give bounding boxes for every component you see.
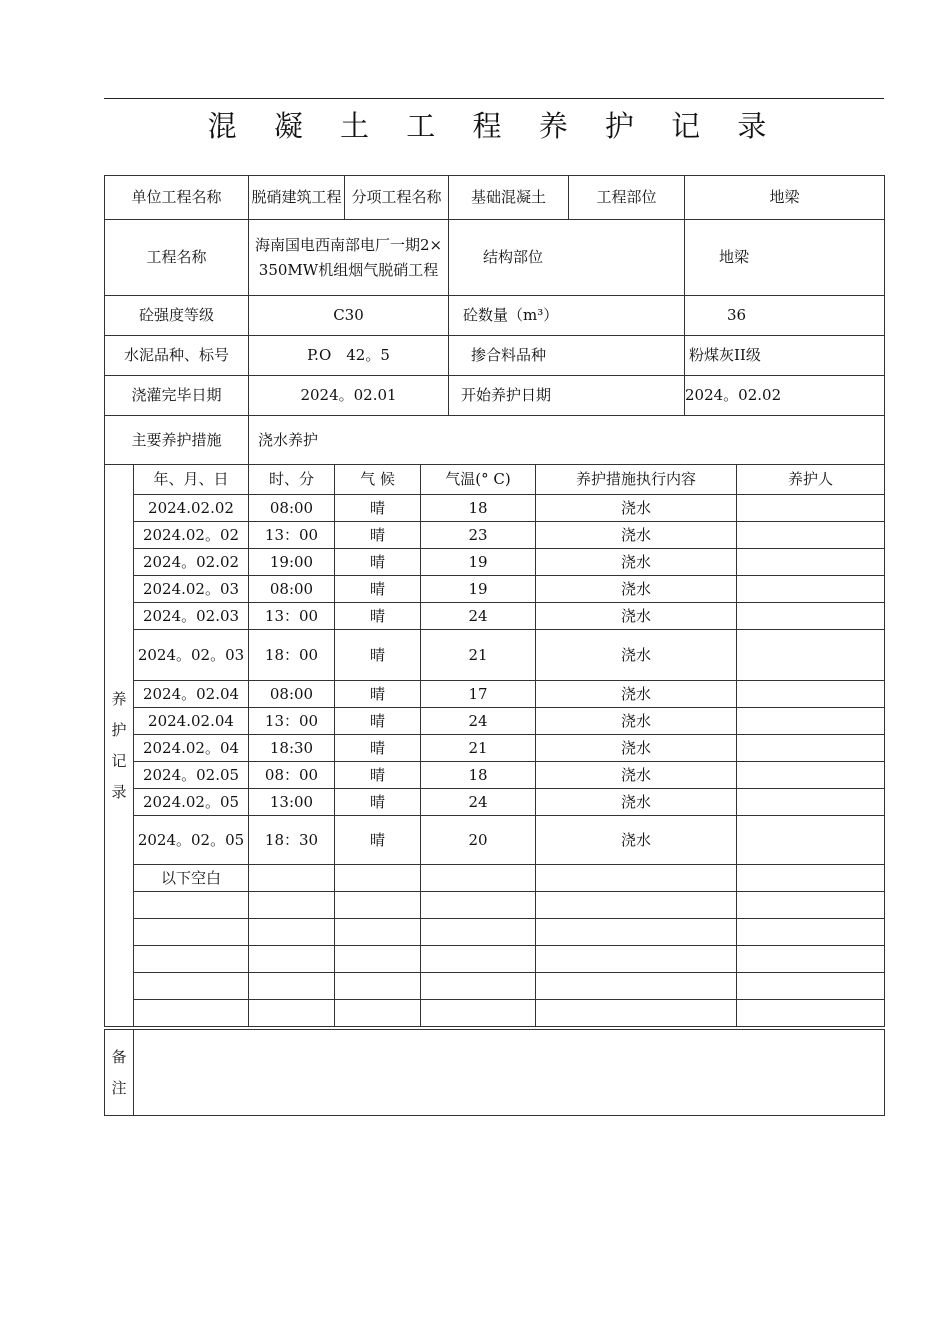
cell-weather — [335, 1000, 421, 1027]
cell-date: 2024.02.02 — [134, 495, 249, 522]
cell-time: 19:00 — [249, 549, 335, 576]
cell-time — [249, 865, 335, 892]
admix-value: 粉煤灰II级 — [685, 336, 885, 376]
cell-measure: 浇水 — [536, 549, 737, 576]
table-row — [105, 762, 885, 789]
cell-caretaker — [737, 762, 885, 789]
cell-measure — [536, 892, 737, 919]
cell-measure: 浇水 — [536, 735, 737, 762]
cell-date — [134, 946, 249, 973]
cell-weather — [335, 919, 421, 946]
cell-measure: 浇水 — [536, 603, 737, 630]
table-row — [105, 919, 885, 946]
cell-caretaker — [737, 973, 885, 1000]
table-row — [105, 630, 885, 681]
cell-date — [134, 1000, 249, 1027]
grade-label: 砼强度等级 — [105, 296, 249, 336]
header-caretaker: 养护人 — [737, 465, 885, 495]
cell-time — [249, 919, 335, 946]
table-row — [105, 549, 885, 576]
table-row — [105, 816, 885, 865]
cell-caretaker — [737, 576, 885, 603]
cell-time: 13：00 — [249, 708, 335, 735]
cell-weather: 晴 — [335, 762, 421, 789]
record-header-row — [105, 465, 885, 495]
cell-caretaker — [737, 789, 885, 816]
cell-temp: 19 — [421, 549, 536, 576]
cell-caretaker — [737, 630, 885, 681]
cell-time: 18：00 — [249, 630, 335, 681]
cell-measure: 浇水 — [536, 816, 737, 865]
cell-date: 2024。02.02 — [134, 549, 249, 576]
table-row — [105, 865, 885, 892]
cell-weather — [335, 973, 421, 1000]
cell-measure — [536, 1000, 737, 1027]
table-row — [105, 1000, 885, 1027]
cell-temp — [421, 892, 536, 919]
remarks-table — [104, 1029, 885, 1116]
cell-weather: 晴 — [335, 816, 421, 865]
header-time: 时、分 — [249, 465, 335, 495]
cell-temp: 18 — [421, 762, 536, 789]
record-side-label — [105, 465, 134, 1027]
cell-caretaker — [737, 865, 885, 892]
cell-temp — [421, 946, 536, 973]
cell-date: 以下空白 — [134, 865, 249, 892]
care-record-table — [104, 464, 885, 1027]
cell-time: 08:00 — [249, 681, 335, 708]
cell-date: 2024。02.05 — [134, 762, 249, 789]
cell-measure: 浇水 — [536, 708, 737, 735]
measure-label: 主要养护措施 — [105, 416, 249, 465]
cell-time: 08:00 — [249, 576, 335, 603]
cell-caretaker — [737, 495, 885, 522]
cell-date: 2024。02。05 — [134, 816, 249, 865]
cell-weather: 晴 — [335, 576, 421, 603]
struct-value: 地梁 — [685, 220, 885, 296]
cell-temp: 21 — [421, 735, 536, 762]
cell-caretaker — [737, 892, 885, 919]
cell-time: 13：00 — [249, 603, 335, 630]
cell-time: 08:00 — [249, 495, 335, 522]
top-rule — [104, 98, 884, 99]
cell-measure — [536, 973, 737, 1000]
pour-value: 2024。02.01 — [249, 376, 449, 416]
cell-date: 2024.02。02 — [134, 522, 249, 549]
cell-weather: 晴 — [335, 495, 421, 522]
project-value: 海南国电西南部电厂一期2×350MW机组烟气脱硝工程 — [249, 220, 449, 296]
cell-date: 2024.02.04 — [134, 708, 249, 735]
cell-date: 2024.02。05 — [134, 789, 249, 816]
table-row — [105, 576, 885, 603]
cell-temp — [421, 973, 536, 1000]
header-temp: 气温(° C) — [421, 465, 536, 495]
header-weather: 气 候 — [335, 465, 421, 495]
table-row — [105, 603, 885, 630]
qty-label: 砼数量（m³） — [449, 296, 685, 336]
cell-weather: 晴 — [335, 630, 421, 681]
cell-caretaker — [737, 549, 885, 576]
cell-time: 13:00 — [249, 789, 335, 816]
cell-measure: 浇水 — [536, 576, 737, 603]
cell-caretaker — [737, 681, 885, 708]
cell-measure — [536, 946, 737, 973]
cell-weather: 晴 — [335, 549, 421, 576]
cell-temp: 24 — [421, 708, 536, 735]
unit-label: 单位工程名称 — [105, 176, 249, 220]
cell-temp: 18 — [421, 495, 536, 522]
cell-temp: 23 — [421, 522, 536, 549]
cell-measure: 浇水 — [536, 681, 737, 708]
info-table — [104, 175, 885, 465]
cell-measure: 浇水 — [536, 762, 737, 789]
cell-weather — [335, 892, 421, 919]
header-date: 年、月、日 — [134, 465, 249, 495]
qty-value: 36 — [685, 296, 885, 336]
unit-value: 脱硝建筑工程 — [249, 176, 345, 220]
table-row — [105, 946, 885, 973]
grade-value: C30 — [249, 296, 449, 336]
cell-weather: 晴 — [335, 522, 421, 549]
cell-date: 2024.02。04 — [134, 735, 249, 762]
struct-label: 结构部位 — [449, 220, 685, 296]
header-measure: 养护措施执行内容 — [536, 465, 737, 495]
cell-measure: 浇水 — [536, 630, 737, 681]
cell-caretaker — [737, 946, 885, 973]
cell-date — [134, 919, 249, 946]
cell-weather: 晴 — [335, 789, 421, 816]
cell-date: 2024。02。03 — [134, 630, 249, 681]
admix-label: 掺合料品种 — [449, 336, 685, 376]
start-value: 2024。02.02 — [685, 376, 885, 416]
cell-time: 08：00 — [249, 762, 335, 789]
table-row — [105, 708, 885, 735]
cement-value: P.O 42。5 — [249, 336, 449, 376]
table-row — [105, 522, 885, 549]
cell-weather: 晴 — [335, 603, 421, 630]
pour-label: 浇灌完毕日期 — [105, 376, 249, 416]
cell-weather: 晴 — [335, 735, 421, 762]
cell-date: 2024。02.03 — [134, 603, 249, 630]
sub-value: 基础混凝土 — [449, 176, 569, 220]
cell-date — [134, 973, 249, 1000]
cell-temp — [421, 919, 536, 946]
cell-time — [249, 946, 335, 973]
record-side-label-text: 养 护 记 录 — [111, 689, 127, 801]
cell-time: 18：30 — [249, 816, 335, 865]
cell-caretaker — [737, 919, 885, 946]
project-label: 工程名称 — [105, 220, 249, 296]
cell-date: 2024.02。03 — [134, 576, 249, 603]
table-row — [105, 681, 885, 708]
remarks-value — [134, 1030, 885, 1116]
measure-value: 浇水养护 — [249, 416, 885, 465]
table-row — [105, 495, 885, 522]
cell-weather: 晴 — [335, 681, 421, 708]
cell-temp: 21 — [421, 630, 536, 681]
cell-temp: 24 — [421, 789, 536, 816]
remarks-label — [105, 1030, 134, 1116]
cell-caretaker — [737, 708, 885, 735]
page-title: 混 凝 土 工 程 养 护 记 录 — [207, 109, 781, 143]
sub-label: 分项工程名称 — [345, 176, 449, 220]
remarks-label-text: 备 注 — [111, 1047, 127, 1097]
cell-caretaker — [737, 603, 885, 630]
table-row — [105, 789, 885, 816]
cell-weather — [335, 865, 421, 892]
cement-label: 水泥品种、标号 — [105, 336, 249, 376]
table-row — [105, 973, 885, 1000]
cell-weather: 晴 — [335, 708, 421, 735]
cell-temp: 17 — [421, 681, 536, 708]
cell-measure — [536, 865, 737, 892]
cell-temp: 20 — [421, 816, 536, 865]
cell-measure: 浇水 — [536, 522, 737, 549]
part-value: 地梁 — [685, 176, 885, 220]
cell-measure — [536, 919, 737, 946]
start-label: 开始养护日期 — [449, 376, 685, 416]
cell-temp: 24 — [421, 603, 536, 630]
cell-time: 18:30 — [249, 735, 335, 762]
cell-date: 2024。02.04 — [134, 681, 249, 708]
cell-weather — [335, 946, 421, 973]
cell-measure: 浇水 — [536, 495, 737, 522]
cell-temp: 19 — [421, 576, 536, 603]
part-label: 工程部位 — [569, 176, 685, 220]
table-row — [105, 735, 885, 762]
cell-time — [249, 892, 335, 919]
cell-caretaker — [737, 1000, 885, 1027]
cell-measure: 浇水 — [536, 789, 737, 816]
cell-time: 13：00 — [249, 522, 335, 549]
cell-caretaker — [737, 735, 885, 762]
cell-temp — [421, 1000, 536, 1027]
table-row — [105, 892, 885, 919]
cell-date — [134, 892, 249, 919]
cell-caretaker — [737, 816, 885, 865]
cell-time — [249, 1000, 335, 1027]
cell-caretaker — [737, 522, 885, 549]
cell-time — [249, 973, 335, 1000]
cell-temp — [421, 865, 536, 892]
